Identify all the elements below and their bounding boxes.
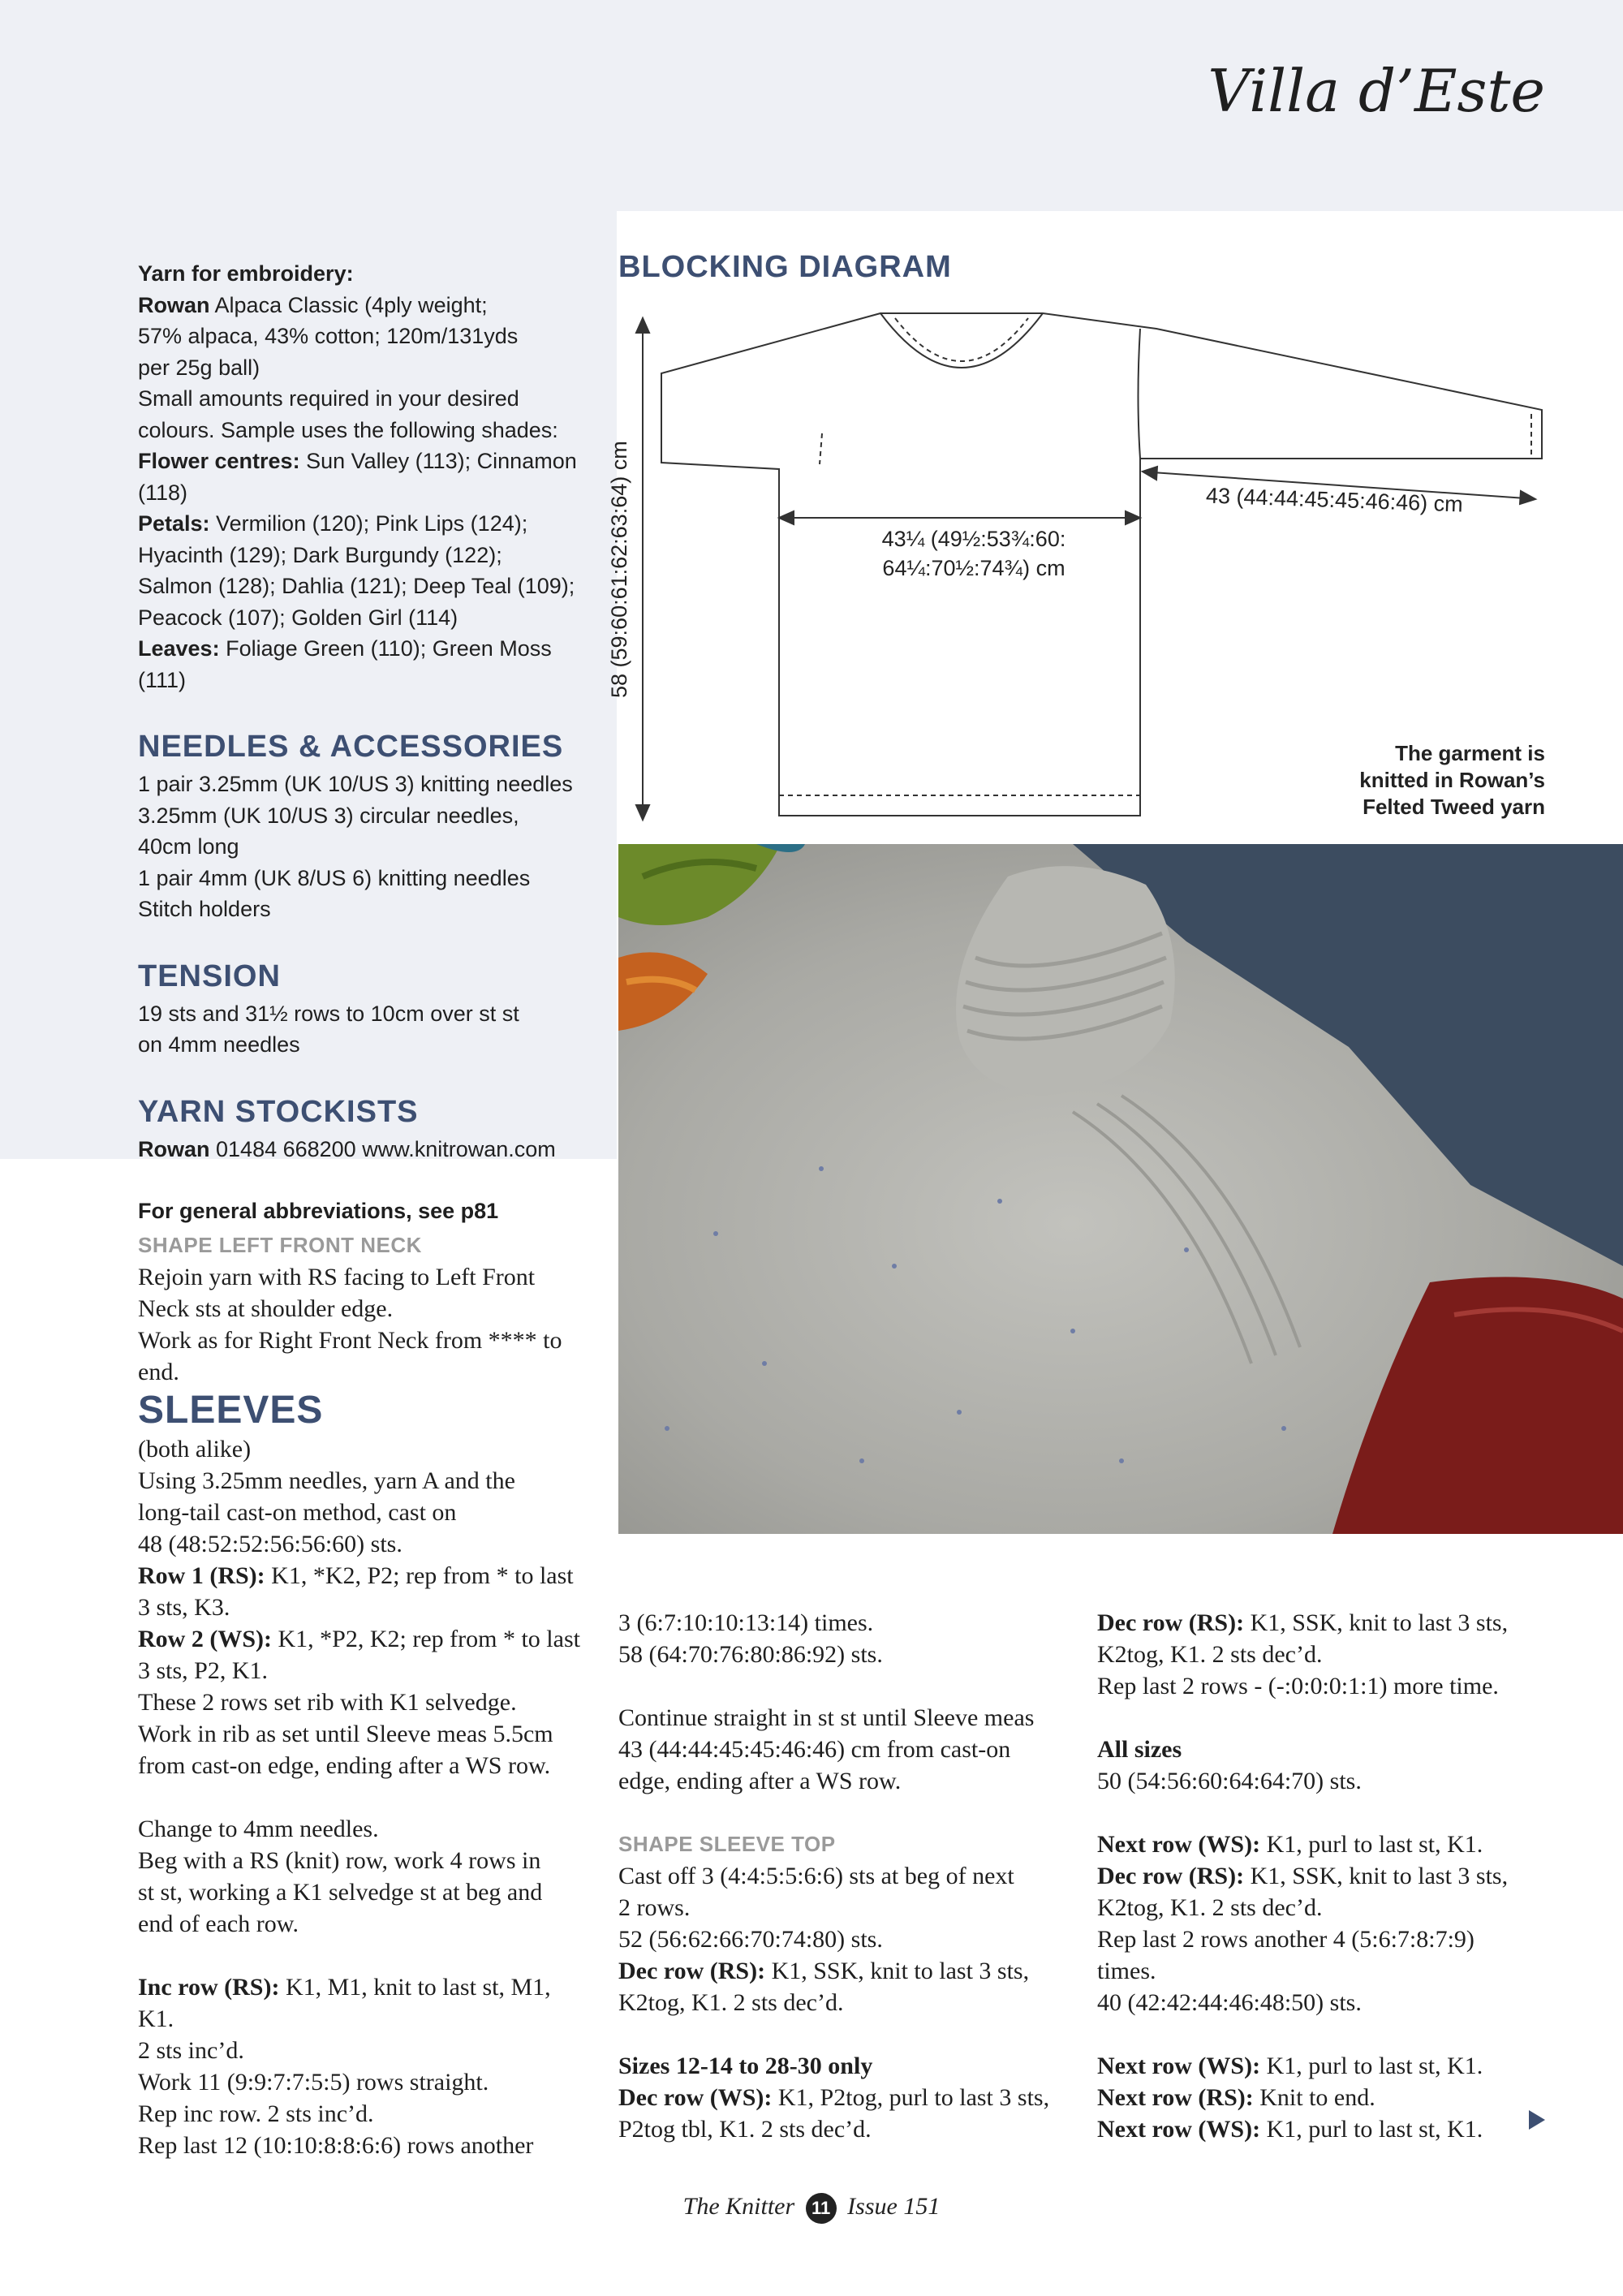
dec-row-line: Dec row (RS): K1, SSK, knit to last 3 sts,	[618, 1958, 1030, 1984]
needles-heading: NEEDLES & ACCESSORIES	[138, 730, 564, 764]
pattern-line: long-tail cast-on method, cast on	[138, 1499, 457, 1526]
needles-line: Stitch holders	[138, 897, 271, 921]
pattern-line: K2tog, K1. 2 sts dec’d.	[1097, 1641, 1323, 1668]
garment-note-line: The garment is	[1395, 741, 1545, 765]
pattern-line: 3 (6:7:10:10:13:14) times.	[618, 1609, 874, 1636]
dec-row-line: Dec row (RS): K1, SSK, knit to last 3 sts,	[1097, 1863, 1509, 1889]
tension-line: 19 sts and 31½ rows to 10cm over st st	[138, 1001, 519, 1026]
yarn-desc-line: per 25g ball)	[138, 355, 260, 380]
pattern-line: P2tog tbl, K1. 2 sts dec’d.	[618, 2116, 872, 2143]
yarn-desc-line: Small amounts required in your desired	[138, 386, 519, 411]
petals-line: Peacock (107); Golden Girl (114)	[138, 605, 458, 630]
needles-line: 1 pair 3.25mm (UK 10/US 3) knitting needles	[138, 772, 573, 796]
needles-line: 40cm long	[138, 834, 239, 859]
garment-note	[1359, 740, 1545, 821]
pattern-line: Rejoin yarn with RS facing to Left Front	[138, 1264, 536, 1290]
yarn-desc-line: 57% alpaca, 43% cotton; 120m/131yds	[138, 324, 519, 348]
dec-row-ws-line: Dec row (WS): K1, P2tog, purl to last 3 sts,	[618, 2084, 1050, 2111]
pattern-column-1	[138, 1230, 592, 2161]
pattern-line: Change to 4mm needles.	[138, 1816, 379, 1842]
shape-sleeve-top-heading: SHAPE SLEEVE TOP	[618, 1832, 836, 1856]
pattern-line: end.	[138, 1359, 179, 1385]
row2-line: Row 2 (WS): K1, *P2, K2; rep from * to last	[138, 1626, 580, 1652]
next-row-line: Next row (WS): K1, purl to last st, K1.	[1097, 2116, 1483, 2143]
pattern-column-2	[618, 1607, 1073, 2145]
pattern-line: Rep last 12 (10:10:8:8:6:6) rows another	[138, 2132, 534, 2159]
pattern-line: st st, working a K1 selvedge st at beg and	[138, 1879, 543, 1906]
page-number: 11	[806, 2193, 837, 2224]
petals-line: Hyacinth (129); Dark Burgundy (122);	[138, 542, 502, 567]
pattern-line: Work 11 (9:9:7:7:5:5) rows straight.	[138, 2069, 489, 2096]
stockists-heading: YARN STOCKISTS	[138, 1094, 419, 1129]
garment-note-line: Felted Tweed yarn	[1363, 795, 1545, 819]
pattern-line: Rep last 2 rows - (-:0:0:0:1:1) more time.	[1097, 1673, 1499, 1699]
pattern-line: Neck sts at shoulder edge.	[138, 1295, 394, 1322]
sweater-photo	[618, 844, 1623, 1534]
sweater-photo-illustration	[618, 844, 1623, 1534]
yarn-desc-line: colours. Sample uses the following shades:	[138, 417, 558, 442]
chest-measurement-line-1: 43¼ (49½:53¾:60:	[881, 527, 1066, 551]
pattern-line: These 2 rows set rib with K1 selvedge.	[138, 1689, 517, 1716]
leaves-line: Leaves: Foliage Green (110); Green Moss (111)	[138, 636, 552, 692]
sleeve-measurement: 43 (44:44:45:45:46:46) cm	[1205, 483, 1464, 517]
pattern-line: Rep inc row. 2 sts inc’d.	[138, 2100, 374, 2127]
next-row-line: Next row (WS): K1, purl to last st, K1.	[1097, 2053, 1483, 2079]
next-row-line: Next row (RS): Knit to end.	[1097, 2084, 1375, 2111]
pattern-line: from cast-on edge, ending after a WS row.	[138, 1752, 551, 1779]
pattern-line: Beg with a RS (knit) row, work 4 rows in	[138, 1847, 541, 1874]
length-measurement: 58 (59:60:61:62:63:64) cm	[607, 441, 631, 698]
pattern-line: Work in rib as set until Sleeve meas 5.5cm	[138, 1721, 553, 1747]
pattern-line: 40 (42:42:44:46:48:50) sts.	[1097, 1989, 1362, 2016]
pattern-line: Using 3.25mm needles, yarn A and the	[138, 1467, 515, 1494]
needles-line: 3.25mm (UK 10/US 3) circular needles,	[138, 803, 519, 828]
inc-row-line: Inc row (RS): K1, M1, knit to last st, M1, K1.	[138, 1974, 551, 2032]
pattern-line: 2 rows.	[618, 1894, 691, 1921]
continue-arrow-icon	[1529, 2110, 1545, 2130]
chest-measurement-line-2: 64¼:70½:74¾) cm	[882, 556, 1065, 580]
pattern-line: end of each row.	[138, 1910, 299, 1937]
pattern-line: 50 (54:56:60:64:64:70) sts.	[1097, 1768, 1362, 1794]
pattern-line: edge, ending after a WS row.	[618, 1768, 902, 1794]
sizes-heading: Sizes 12-14 to 28-30 only	[618, 2053, 873, 2079]
issue-number: Issue 151	[847, 2193, 941, 2220]
pattern-line: Cast off 3 (4:4:5:5:6:6) sts at beg of next	[618, 1863, 1014, 1889]
pattern-line: K2tog, K1. 2 sts dec’d.	[618, 1989, 844, 2016]
blocking-diagram-heading: BLOCKING DIAGRAM	[618, 250, 952, 284]
tension-heading: TENSION	[138, 958, 281, 993]
pattern-line: 2 sts inc’d.	[138, 2037, 244, 2064]
pattern-line: 48 (48:52:52:56:56:60) sts.	[138, 1531, 403, 1557]
row1-line: Row 1 (RS): K1, *K2, P2; rep from * to last	[138, 1562, 574, 1589]
pattern-line: Work as for Right Front Neck from **** to	[138, 1327, 562, 1354]
pattern-line: 43 (44:44:45:45:46:46) cm from cast-on	[618, 1736, 1011, 1763]
abbreviations-note: For general abbreviations, see p81	[138, 1199, 499, 1223]
pattern-line: 3 sts, K3.	[138, 1594, 230, 1621]
chest-measurement	[836, 524, 1112, 583]
sleeves-heading: SLEEVES	[138, 1389, 324, 1432]
pattern-line: (both alike)	[138, 1436, 252, 1462]
all-sizes-heading: All sizes	[1097, 1736, 1182, 1763]
pattern-column-3	[1097, 1607, 1568, 2145]
garment-note-line: knitted in Rowan’s	[1359, 768, 1545, 792]
petals-line: Salmon (128); Dahlia (121); Deep Teal (109);	[138, 574, 575, 598]
pattern-line: 52 (56:62:66:70:74:80) sts.	[618, 1926, 883, 1953]
stockists-line: Rowan 01484 668200 www.knitrowan.com	[138, 1136, 556, 1161]
pattern-line: K2tog, K1. 2 sts dec’d.	[1097, 1894, 1323, 1921]
yarn-embroidery-desc: Rowan Alpaca Classic (4ply weight;	[138, 292, 488, 317]
pattern-sidebar	[138, 258, 601, 1227]
pattern-line: Rep last 2 rows another 4 (5:6:7:8:7:9)	[1097, 1926, 1474, 1953]
page-footer	[0, 2193, 1623, 2224]
magazine-name: The Knitter	[682, 2193, 795, 2220]
pattern-line: 3 sts, P2, K1.	[138, 1657, 269, 1684]
page-title: Villa d’Este	[1208, 57, 1545, 125]
flower-centres-line: Flower centres: Sun Valley (113); Cinnamon (118)	[138, 449, 577, 505]
shape-left-front-neck-heading: SHAPE LEFT FRONT NECK	[138, 1233, 422, 1257]
next-row-line: Next row (WS): K1, purl to last st, K1.	[1097, 1831, 1483, 1858]
needles-line: 1 pair 4mm (UK 8/US 6) knitting needles	[138, 865, 531, 890]
tension-line: on 4mm needles	[138, 1032, 300, 1057]
pattern-line: Continue straight in st st until Sleeve meas	[618, 1704, 1035, 1731]
pattern-line: times.	[1097, 1958, 1156, 1984]
yarn-embroidery-heading: Yarn for embroidery:	[138, 261, 354, 286]
petals-line: Petals: Vermilion (120); Pink Lips (124);	[138, 511, 528, 536]
dec-row-line: Dec row (RS): K1, SSK, knit to last 3 sts,	[1097, 1609, 1509, 1636]
pattern-line: 58 (64:70:76:80:86:92) sts.	[618, 1641, 883, 1668]
